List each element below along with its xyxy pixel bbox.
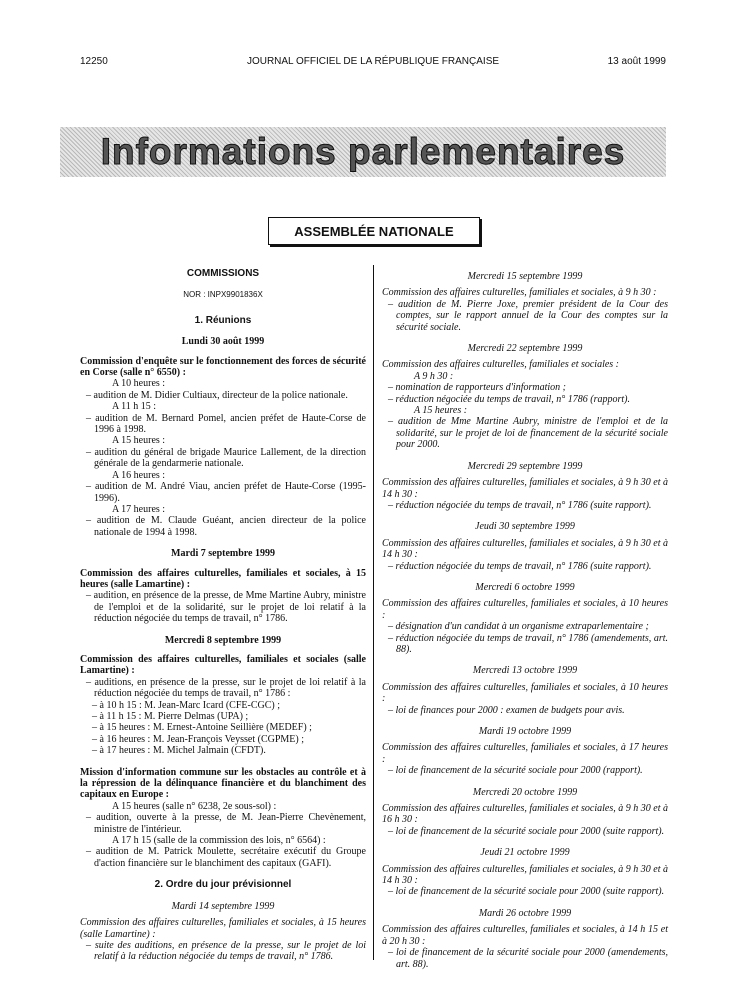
- agenda-item: – loi de financement de la sécurité sociale pour 2000 (amendements, art. 88).: [388, 947, 668, 970]
- assembly-heading: ASSEMBLÉE NATIONALE: [268, 217, 480, 245]
- commission-name: Commission des affaires culturelles, familiales et sociales, à 17 heures :: [382, 742, 668, 765]
- meeting-block: [382, 665, 668, 716]
- meeting-day: Mercredi 13 octobre 1999: [472, 665, 578, 677]
- hearing-slot: – à 15 heures : M. Ernest-Antoine Seillière (MEDEF) ;: [92, 722, 312, 734]
- commission-name: Commission des affaires culturelles, familiales et sociales, à 10 heures :: [382, 598, 668, 621]
- agenda-item: – réduction négociée du temps de travail, n° 1786 (amendements, art. 88).: [388, 632, 668, 655]
- time-slot: A 10 heures :: [112, 378, 166, 390]
- meeting-block: [80, 635, 366, 757]
- agenda-item: – auditions, en présence de la presse, sur le projet de loi relatif à la réduction négociée du temps de travail, n° 1786 :: [86, 676, 366, 700]
- meeting-day: Mardi 14 septembre 1999: [171, 900, 275, 912]
- meeting-block: [80, 767, 366, 870]
- meeting-day: Jeudi 21 octobre 1999: [480, 847, 570, 859]
- meeting-day: Mercredi 6 octobre 1999: [475, 581, 575, 593]
- agenda-item: – loi de financement de la sécurité sociale pour 2000 (suite rapport).: [388, 825, 665, 837]
- time-slot: A 17 heures :: [112, 503, 166, 515]
- commission-name: Commission des affaires culturelles, familiales et sociales, à 9 h 30 et à 14 h 30 :: [382, 477, 668, 500]
- meeting-block: [382, 343, 668, 451]
- commissions-heading: COMMISSIONS: [186, 268, 260, 279]
- column-divider: [373, 265, 374, 960]
- commission-name: Commission des affaires culturelles, familiales et sociales, à 15 heures (salle Lamartine) :: [80, 917, 366, 940]
- commission-name: Commission des affaires culturelles, familiales et sociales :: [382, 359, 620, 371]
- time-slot: A 15 heures (salle n° 6238, 2e sous-sol) :: [112, 800, 277, 812]
- commission-name: Commission des affaires culturelles, familiales et sociales, à 9 h 30 et à 14 h 30 :: [382, 537, 668, 561]
- meeting-block: [80, 901, 366, 963]
- agenda-item: – audition de M. Didier Cultiaux, directeur de la police nationale.: [86, 389, 348, 401]
- section-banner: [60, 127, 666, 177]
- agenda-item: – loi de financement de la sécurité sociale pour 2000 (suite rapport).: [388, 886, 665, 898]
- commission-name: Commission d'enquête sur le fonctionnement des forces de sécurité en Corse (salle n° 6550) :: [80, 355, 366, 379]
- nor-reference: NOR : INPX9901836X: [183, 290, 263, 300]
- meeting-day: Mardi 7 septembre 1999: [171, 548, 275, 560]
- meeting-block: [382, 461, 668, 512]
- page-number: 12250: [80, 56, 108, 67]
- meeting-block: [382, 787, 668, 838]
- meeting-block: [382, 726, 668, 777]
- meeting-day: Mercredi 8 septembre 1999: [164, 634, 282, 646]
- issue-date: 13 août 1999: [607, 56, 666, 67]
- meeting-day: Mardi 19 octobre 1999: [478, 726, 572, 737]
- commission-name: Commission des affaires culturelles, familiales et sociales, à 9 h 30 et à 14 h 30 :: [382, 863, 668, 887]
- right-column: [382, 265, 668, 980]
- time-slot: A 11 h 15 :: [112, 401, 157, 413]
- time-slot: A 15 heures :: [112, 435, 166, 447]
- meeting-day: Mardi 26 octobre 1999: [478, 907, 572, 919]
- meeting-block: [382, 908, 668, 970]
- agenda-item: – loi de finances pour 2000 : examen de budgets pour avis.: [388, 704, 625, 716]
- agenda-item: – réduction négociée du temps de travail, n° 1786 (suite rapport).: [388, 560, 652, 572]
- agenda-item: – réduction négociée du temps de travail, n° 1786 (suite rapport).: [388, 499, 652, 511]
- meeting-block: [80, 548, 366, 624]
- agenda-item: – audition de M. André Viau, ancien préfet de Haute-Corse (1995-1996).: [86, 481, 366, 504]
- agenda-item: – nomination de rapporteurs d'information ;: [388, 382, 566, 394]
- time-slot: A 9 h 30 :: [414, 370, 454, 382]
- meeting-day: Mercredi 15 septembre 1999: [467, 271, 583, 282]
- meeting-day: Mercredi 29 septembre 1999: [467, 460, 583, 472]
- meeting-day: Lundi 30 août 1999: [181, 336, 265, 348]
- hearing-slot: – à 17 heures : M. Michel Jalmain (CFDT).: [92, 745, 266, 757]
- meeting-day: Mercredi 20 octobre 1999: [472, 786, 578, 798]
- time-slot: A 17 h 15 (salle de la commission des lois, n° 6564) :: [112, 835, 326, 847]
- section-heading: 1. Réunions: [194, 314, 252, 326]
- agenda-item: – réduction négociée du temps de travail, n° 1786 (rapport).: [388, 393, 631, 405]
- meeting-day: Mercredi 22 septembre 1999: [467, 343, 583, 355]
- agenda-item: – audition, en présence de la presse, de Mme Martine Aubry, ministre de l'emploi et de la solidarité, sur le projet de loi relatif à la réduction négociée du temps de travail, n° 1786.: [86, 590, 366, 625]
- mission-title: Mission d'information commune sur les obstacles au contrôle et à la répression de la délinquance financière et du blanchiment des capitaux en Europe :: [80, 766, 366, 801]
- commission-name: Commission des affaires culturelles, familiales et sociales, à 9 h 30 :: [382, 287, 657, 299]
- time-slot: A 16 heures :: [112, 469, 166, 481]
- hearing-slot: – à 16 heures : M. Jean-François Veysset (CGPME) ;: [92, 733, 305, 745]
- meeting-block: [382, 582, 668, 655]
- agenda-item: – audition de M. Patrick Moulette, secrétaire exécutif du Groupe d'action financière sur le blanchiment des capitaux (GAFI).: [86, 846, 366, 869]
- left-column: [80, 265, 366, 973]
- agenda-item: – audition, ouverte à la presse, de M. Jean-Pierre Chevènement, ministre de l'intérieur.: [86, 812, 366, 835]
- meeting-block: [382, 847, 668, 898]
- time-slot: A 15 heures :: [414, 405, 468, 417]
- section-heading: 2. Ordre du jour prévisionnel: [154, 879, 292, 891]
- commission-name: Commission des affaires culturelles, familiales et sociales, à 14 h 15 et à 20 h 30 :: [382, 924, 668, 947]
- agenda-item: – audition de M. Bernard Pomel, ancien préfet de Haute-Corse de 1996 à 1998.: [86, 412, 366, 436]
- commission-name: Commission des affaires culturelles, familiales et sociales, à 10 heures :: [382, 681, 668, 705]
- agenda-item: – suite des auditions, en présence de la presse, sur le projet de loi relatif à la réduction négociée du temps de travail, n° 1786.: [86, 939, 366, 963]
- banner-title: Informations parlementaires: [100, 131, 626, 172]
- meeting-block: [382, 521, 668, 572]
- hearing-slot: – à 10 h 15 : M. Jean-Marc Icard (CFE-CGC) ;: [92, 699, 281, 711]
- journal-title: JOURNAL OFFICIEL DE LA RÉPUBLIQUE FRANÇAISE: [246, 56, 500, 67]
- meeting-block: [382, 271, 668, 333]
- hearing-slot: – à 11 h 15 : M. Pierre Delmas (UPA) ;: [92, 711, 249, 722]
- agenda-item: – audition de M. Claude Guéant, ancien directeur de la police nationale de 1994 à 1998.: [86, 515, 366, 538]
- commission-name: Commission des affaires culturelles, familiales et sociales, à 15 heures (salle Lamartine) :: [80, 567, 366, 590]
- agenda-item: – audition de Mme Martine Aubry, ministre de l'emploi et de la solidarité, sur le projet de loi de financement de la sécurité sociale pour 2000.: [388, 416, 668, 451]
- agenda-item: – loi de financement de la sécurité sociale pour 2000 (rapport).: [388, 765, 643, 777]
- commission-name: Commission des affaires culturelles, familiales et sociales, à 9 h 30 et à 16 h 30 :: [382, 803, 668, 826]
- commission-name: Commission des affaires culturelles, familiales et sociales (salle Lamartine) :: [80, 653, 366, 677]
- agenda-item: – audition du général de brigade Maurice Lallement, de la direction générale de la gendarmerie nationale.: [86, 446, 366, 470]
- agenda-item: – audition de M. Pierre Joxe, premier président de la Cour des comptes, sur le rapport annuel de la Cour des comptes sur la sécurité sociale.: [388, 298, 668, 333]
- agenda-item: – désignation d'un candidat à un organisme extraparlementaire ;: [388, 621, 649, 633]
- meeting-day: Jeudi 30 septembre 1999: [475, 521, 575, 533]
- meeting-block: [80, 336, 366, 538]
